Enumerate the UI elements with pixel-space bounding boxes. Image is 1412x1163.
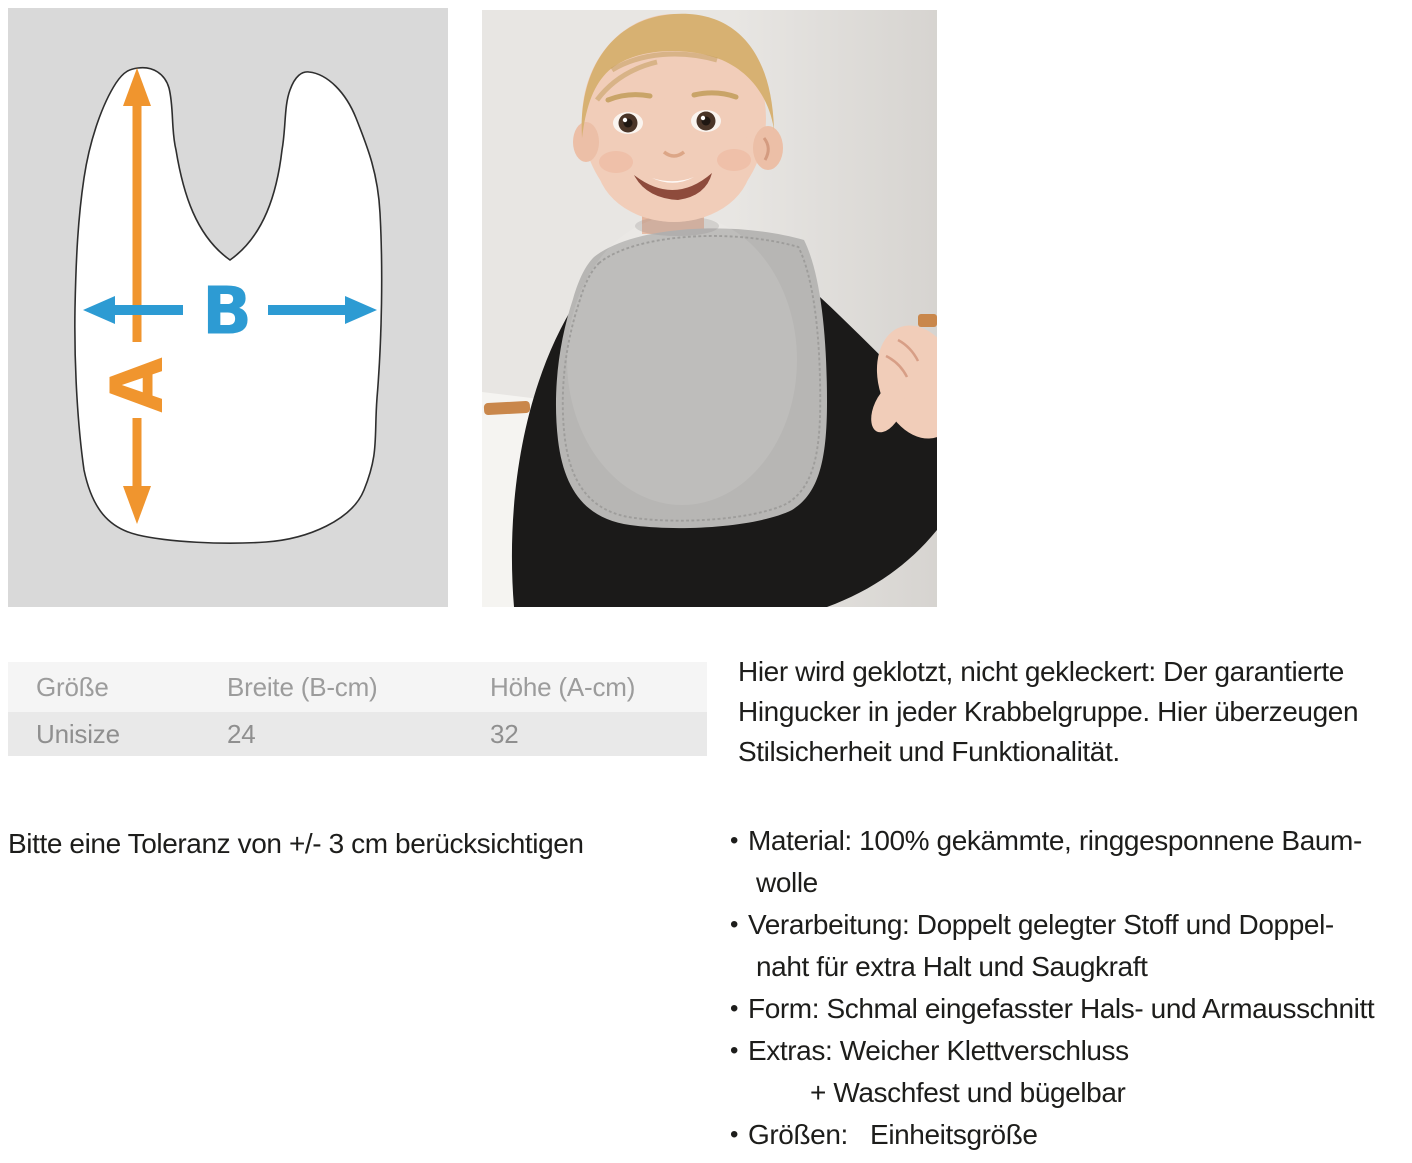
left-ear	[573, 122, 599, 162]
size-table	[8, 662, 707, 756]
list-item-groessen	[730, 1114, 1412, 1156]
bullet-icon: •	[730, 1037, 739, 1064]
bullet-icon: •	[730, 911, 739, 938]
height-label: A	[95, 357, 179, 413]
bullet-line: wolle	[756, 867, 818, 898]
bullet-line: + Waschfest und bügelbar	[810, 1077, 1126, 1108]
intro-line: Hier wird geklotzt, nicht gekleckert: Der garantierte	[738, 656, 1344, 687]
column-header-width: Breite (B-cm)	[227, 671, 378, 702]
size-table-row	[8, 712, 707, 756]
right-eye	[691, 110, 721, 132]
bullet-line: Extras: Weicher Klettverschluss	[748, 1035, 1129, 1066]
bullet-line: Größen: Einheitsgröße	[748, 1119, 1038, 1150]
description-intro	[738, 652, 1412, 772]
list-item-extras	[730, 1030, 1412, 1114]
cell-height: 32	[490, 718, 519, 749]
column-header-height: Höhe (A-cm)	[490, 671, 636, 702]
column-header-size: Größe	[36, 671, 109, 702]
list-item-verarbeitung	[730, 904, 1412, 988]
cell-size: Unisize	[36, 718, 120, 749]
size-diagram-canvas	[8, 8, 448, 607]
feature-list	[730, 820, 1412, 1156]
cell-width: 24	[227, 718, 256, 749]
intro-line: Stilsicherheit und Funktionalität.	[738, 736, 1120, 767]
product-description	[730, 652, 1412, 1156]
intro-line: Hingucker in jeder Krabbelgruppe. Hier überzeugen	[738, 696, 1359, 727]
bullet-line: Form: Schmal eingefasster Hals- und Armausschnitt	[748, 993, 1375, 1024]
bullet-line: Verarbeitung: Doppelt gelegter Stoff und Doppel-	[748, 909, 1334, 940]
product-photo	[482, 10, 937, 607]
left-eye	[613, 112, 643, 134]
width-label: B	[201, 272, 253, 350]
bib-garment	[556, 215, 827, 528]
product-photo-canvas	[482, 10, 937, 607]
size-diagram	[8, 8, 448, 607]
bullet-icon: •	[730, 827, 739, 854]
bullet-line: naht für extra Halt und Saugkraft	[756, 951, 1148, 982]
bullet-line: Material: 100% gekämmte, ringgesponnene Baum-	[748, 825, 1362, 856]
bullet-icon: •	[730, 1121, 739, 1148]
list-item-form	[730, 988, 1412, 1030]
list-item-material	[730, 820, 1412, 904]
bullet-icon: •	[730, 995, 739, 1022]
tolerance-note: Bitte eine Toleranz von +/- 3 cm berücksichtigen	[8, 828, 584, 859]
size-table-header-row	[8, 662, 707, 712]
